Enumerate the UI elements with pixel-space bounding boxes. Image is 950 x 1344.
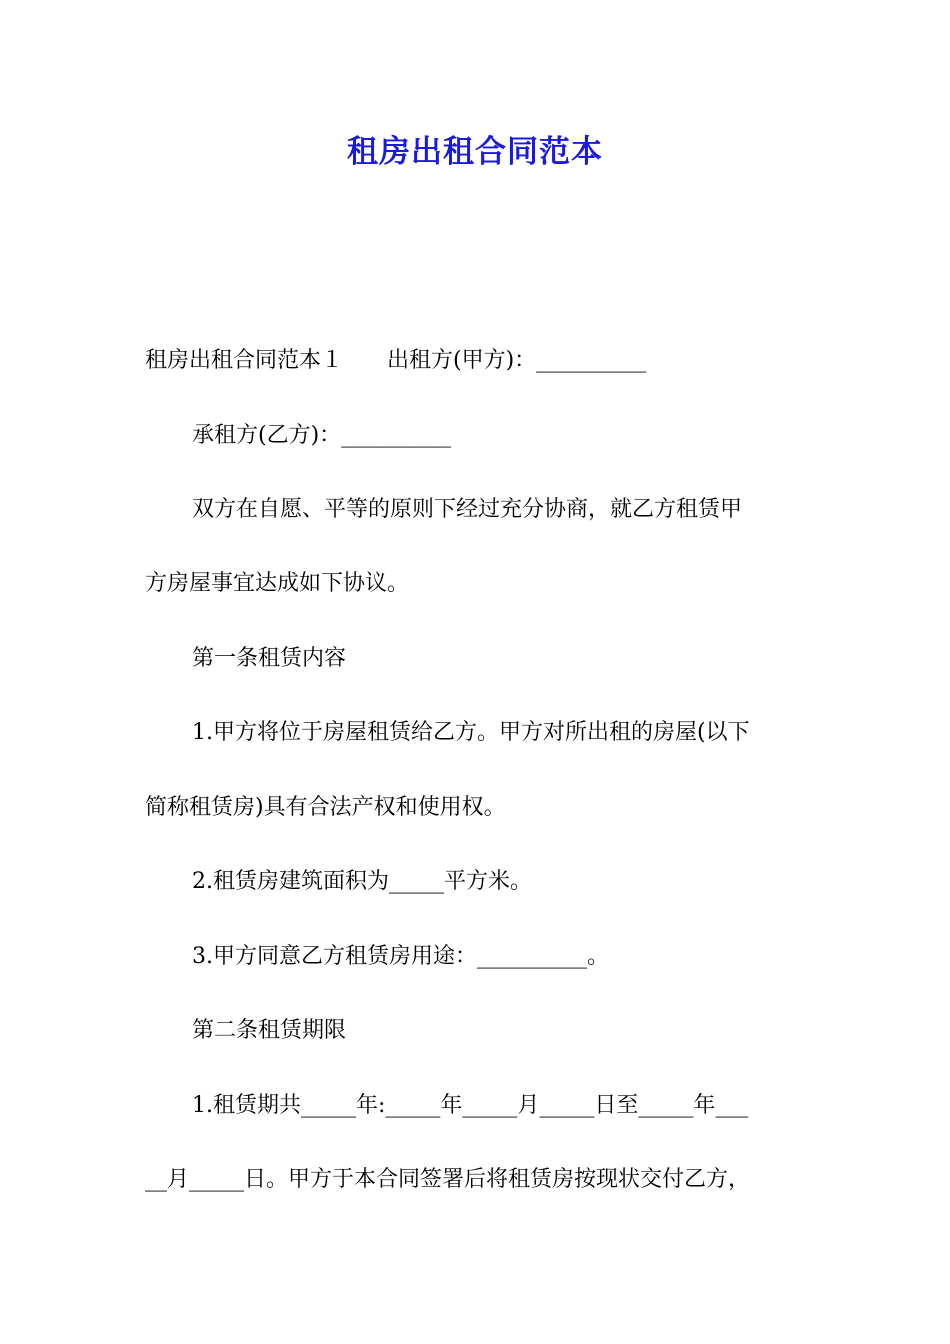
section-heading: 第二条租赁期限: [192, 1018, 347, 1043]
text-line: 方房屋事宜达成如下协议。: [145, 571, 410, 596]
text-line: 双方在自愿、平等的原则下经过充分协商，就乙方租赁甲: [192, 497, 743, 522]
text-line: 3.甲方同意乙方租赁房用途：__________。: [192, 944, 609, 969]
document-title: 租房出租合同范本: [347, 134, 603, 170]
text-line: 2.租赁房建筑面积为_____平方米。: [192, 869, 532, 894]
text-line: 1.甲方将位于房屋租赁给乙方。甲方对所出租的房屋(以下: [192, 720, 750, 745]
text-line: 简称租赁房)具有合法产权和使用权。: [145, 795, 506, 820]
text-line: 承租方(乙方)：__________: [192, 423, 452, 448]
text-line: 租房出租合同范本１ 出租方(甲方)：__________: [145, 348, 647, 373]
section-heading: 第一条租赁内容: [192, 646, 347, 671]
text-line: 1.租赁期共_____年:_____年_____月_____日至_____年___: [192, 1093, 749, 1118]
text-line: __月_____日。甲方于本合同签署后将租赁房按现状交付乙方，: [145, 1167, 751, 1192]
